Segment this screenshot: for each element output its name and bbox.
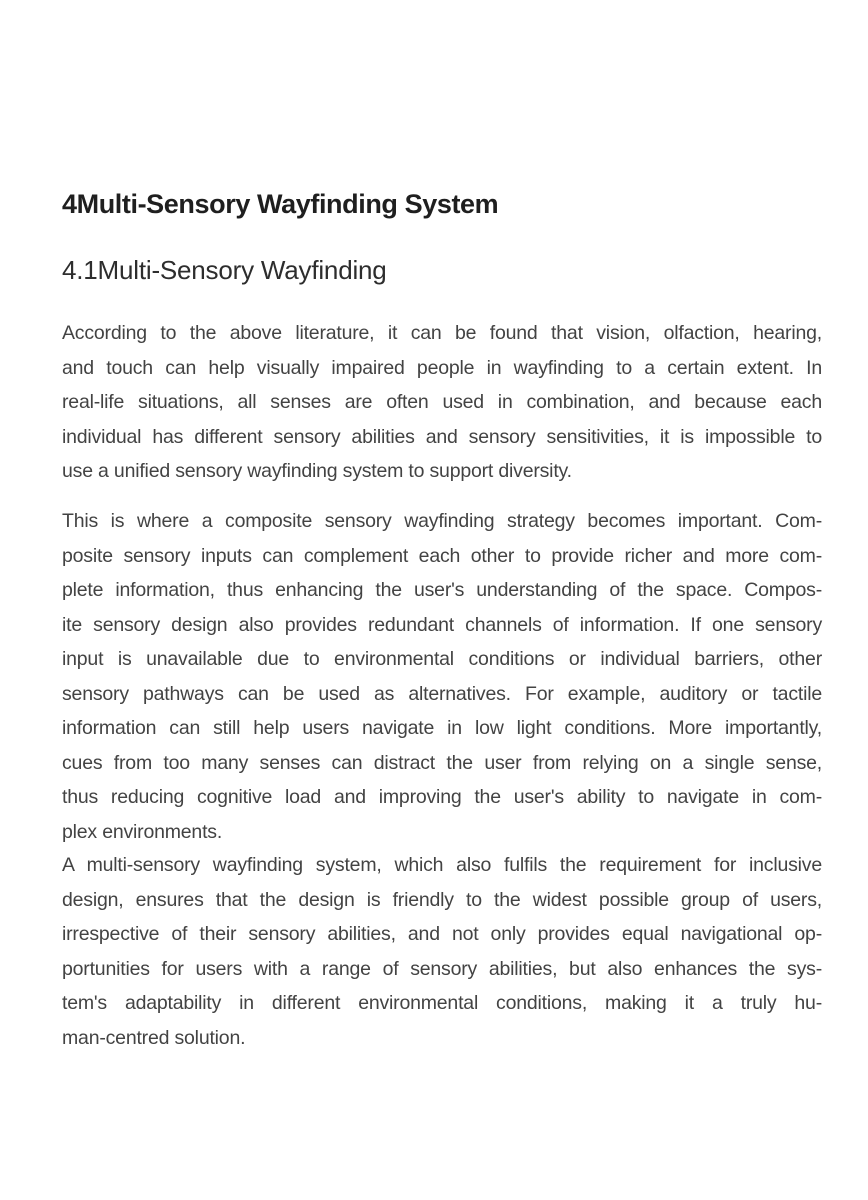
- text-line: This is where a composite sensory wayfinding strategy becomes important. Com-: [62, 510, 822, 532]
- section-heading: 4Multi-Sensory Wayfinding System: [62, 189, 499, 219]
- text-line: man-centred solution.: [62, 1026, 246, 1049]
- text-line: individual has different sensory abilities and sensory sensitivities, it is impossible to: [62, 425, 822, 448]
- text-line: According to the above literature, it can be found that vision, olfaction, hearing,: [62, 322, 822, 344]
- text-line: plex environments.: [62, 820, 223, 843]
- text-line: input is unavailable due to environmental conditions or individual barriers, other: [62, 648, 822, 670]
- text-line: information can still help users navigate in low light conditions. More importantly,: [62, 717, 822, 739]
- text-line: ite sensory design also provides redundant channels of information. If one sensory: [62, 613, 822, 636]
- text-line: use a unified sensory wayfinding system to support diversity.: [62, 460, 572, 482]
- paragraph-2: [62, 504, 822, 849]
- text-line: portunities for users with a range of sensory abilities, but also enhances the sys-: [62, 957, 822, 980]
- text-line: design, ensures that the design is friendly to the widest possible group of users,: [62, 888, 822, 911]
- text-line: sensory pathways can be used as alternatives. For example, auditory or tactile: [62, 682, 822, 705]
- text-line: cues from too many senses can distract the user from relying on a single sense,: [62, 751, 822, 774]
- text-line: irrespective of their sensory abilities, and not only provides equal navigational op-: [62, 923, 822, 945]
- subsection-heading: 4.1Multi-Sensory Wayfinding: [62, 255, 387, 285]
- text-line: A multi-sensory wayfinding system, which also fulfils the requirement for inclusive: [62, 854, 822, 876]
- text-line: posite sensory inputs can complement each other to provide richer and more com-: [62, 544, 822, 567]
- text-line: thus reducing cognitive load and improving the user's ability to navigate in com-: [62, 786, 822, 808]
- text-line: and touch can help visually impaired people in wayfinding to a certain extent. In: [62, 356, 822, 379]
- text-line: tem's adaptability in different environmental conditions, making it a truly hu-: [62, 992, 822, 1014]
- paragraph-1: [62, 316, 822, 489]
- text-line: real-life situations, all senses are often used in combination, and because each: [62, 391, 822, 413]
- text-line: plete information, thus enhancing the user's understanding of the space. Compos-: [62, 579, 822, 601]
- paragraph-3: [62, 848, 822, 1055]
